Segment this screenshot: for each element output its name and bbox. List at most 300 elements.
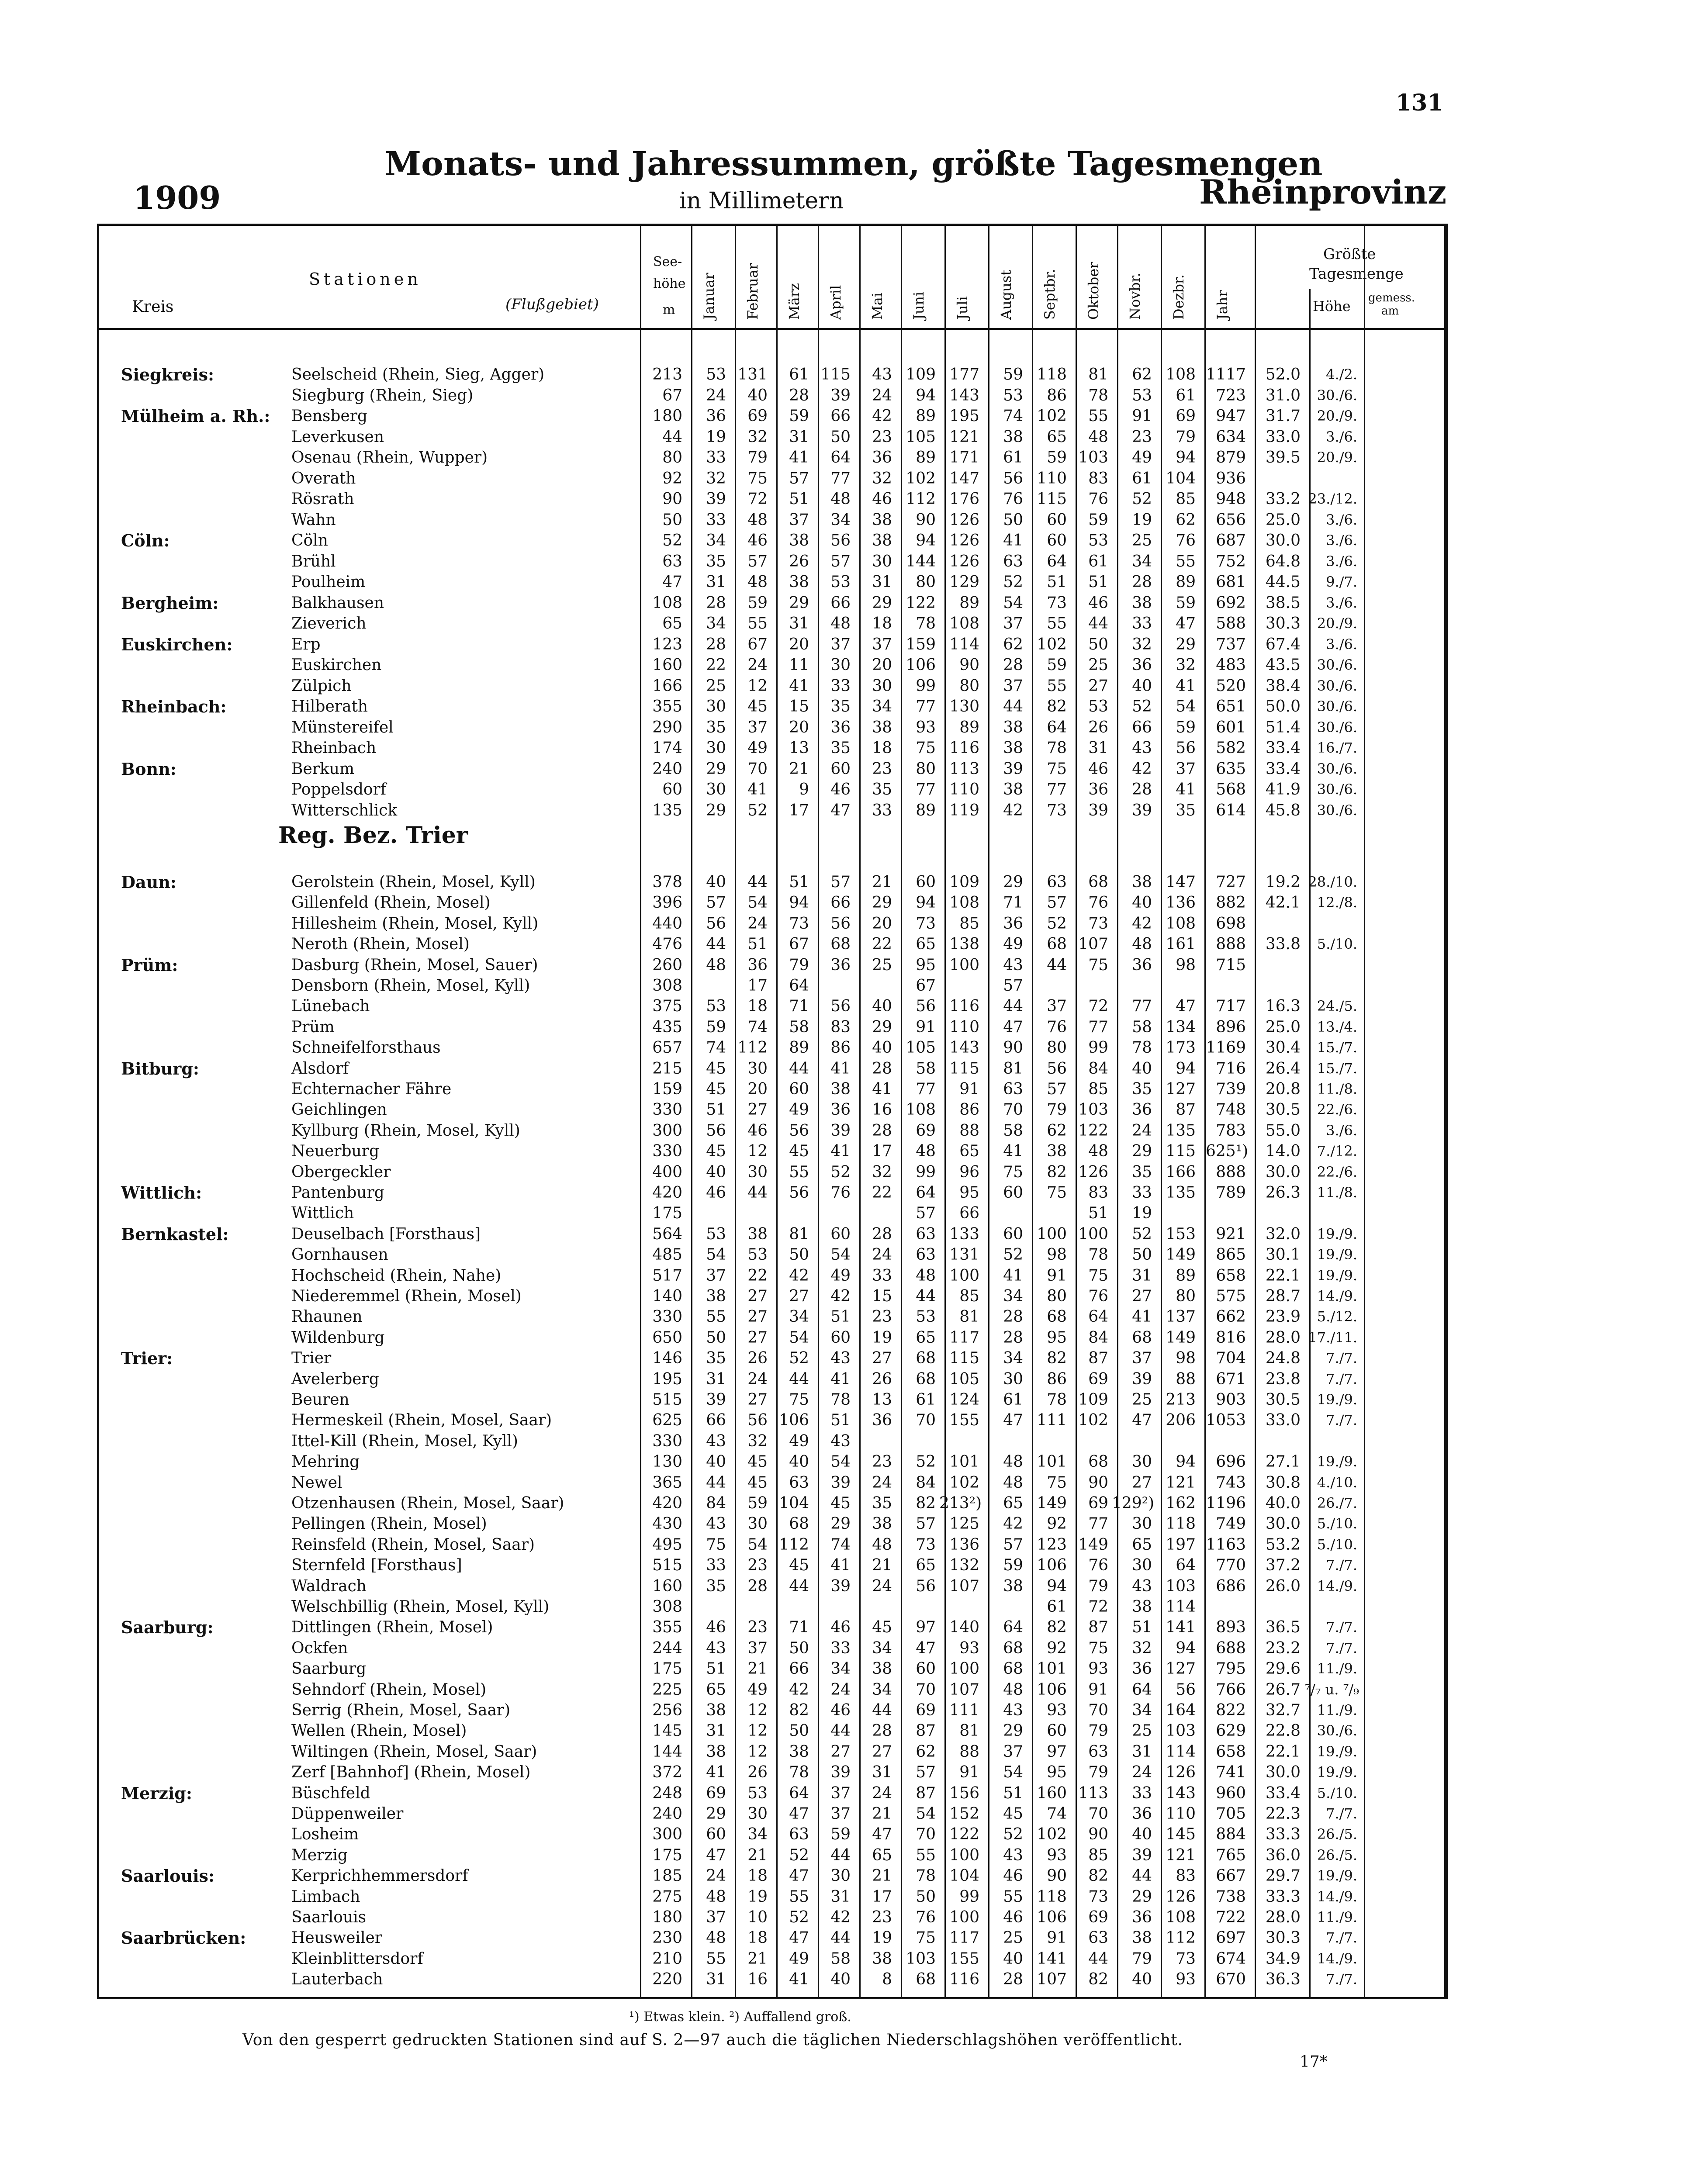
value-cell: 78 [1047,1391,1067,1409]
value-cell: 51 [789,873,809,891]
header-month: Januar [701,273,717,320]
value-cell: 78 [1088,386,1108,404]
value-cell: 101 [1037,1453,1067,1471]
value-cell: 82 [916,1494,936,1512]
value-cell: 24 [706,1867,726,1885]
value-cell: 23 [1132,428,1152,446]
value-cell: 155 [949,1411,979,1430]
value-cell: 739 [1216,1080,1246,1098]
value-cell: 36 [706,407,726,425]
station-name: Wiltingen (Rhein, Mosel, Saar) [291,1742,537,1761]
value-cell: 61 [916,1391,936,1409]
station-name: Sehndorf (Rhein, Mosel) [291,1680,487,1699]
value-cell: 77 [1132,997,1152,1016]
kreis-label: Daun: [121,872,176,892]
station-name: Wildenburg [291,1328,385,1347]
value-cell: 29 [872,1018,892,1036]
value-cell: 91 [916,1018,936,1036]
value-cell: 38 [1003,781,1023,798]
value-cell: 86 [1047,386,1067,404]
station-name: Gillenfeld (Rhein, Mosel) [291,894,491,912]
value-cell: 54 [1003,1763,1023,1782]
value-cell: 171 [949,449,979,467]
value-cell: 59 [1176,718,1196,736]
value-cell: 24 [1132,1121,1152,1140]
value-cell: 45 [1003,1805,1023,1823]
value-cell: 73 [1047,594,1067,612]
value-cell: 48 [916,1142,936,1161]
value-cell: 131 [949,1246,979,1264]
value-cell: 30./6. [1317,719,1357,736]
value-cell: 37 [1047,997,1067,1016]
value-cell: 55 [789,1163,809,1181]
value-cell: 32 [747,1432,768,1450]
table-row [99,676,1444,696]
value-cell: 117 [949,1929,979,1947]
value-cell: 45 [789,1556,809,1575]
value-cell: 66 [830,407,851,425]
value-cell: 41 [789,449,809,467]
table-row [99,489,1444,509]
value-cell: 31 [789,615,809,632]
value-cell: 27 [872,1742,892,1761]
value-cell: 20 [789,718,809,736]
value-cell: 27 [789,1287,809,1305]
station-name: Leverkusen [291,428,384,446]
value-cell: 42 [789,1680,809,1699]
value-cell: 19./9. [1317,1743,1357,1760]
table-row [99,1059,1444,1078]
table-row [99,1266,1444,1286]
value-cell: 30 [747,1059,768,1078]
value-cell: 225 [652,1680,682,1699]
value-cell: 65 [1132,1535,1152,1554]
value-cell: 52 [1003,1825,1023,1844]
value-cell: 52.0 [1265,366,1301,384]
value-cell: 37 [1176,760,1196,778]
value-cell: 88 [959,1742,979,1761]
value-cell: 89 [916,801,936,819]
value-cell: 98 [1047,1246,1067,1264]
value-cell: 77 [1047,781,1067,798]
table-row [99,1493,1444,1513]
value-cell: 34 [872,1680,892,1699]
value-cell: 40 [872,1039,892,1057]
value-cell: 378 [652,873,682,891]
table-row [99,1535,1444,1555]
value-cell: 45 [706,1080,726,1098]
value-cell: 31 [706,573,726,591]
value-cell: 110 [949,781,979,798]
value-cell: 19.2 [1265,873,1301,891]
value-cell: 55 [1003,1887,1023,1906]
station-name: Rhaunen [291,1308,363,1326]
kreis-label: Cöln: [121,531,170,550]
station-name: Poulheim [291,573,366,591]
value-cell: 83 [1088,1184,1108,1202]
value-cell: 25.0 [1265,511,1301,529]
value-cell: 34 [706,615,726,632]
kreis-label: Wittlich: [121,1183,202,1203]
value-cell: 60 [830,1225,851,1243]
station-name: Berkum [291,760,355,778]
value-cell: 888 [1216,935,1246,954]
value-cell: 38 [1132,1929,1152,1947]
header-month: März [786,283,803,320]
station-name: Trier [291,1349,332,1368]
value-cell: 103 [906,1949,936,1968]
value-cell: 47 [872,1825,892,1844]
value-cell: 30.5 [1265,1391,1301,1409]
value-cell: 124 [949,1391,979,1409]
value-cell: 102 [949,1473,979,1492]
value-cell: 43 [1003,1701,1023,1719]
value-cell: 60 [916,873,936,891]
value-cell: 29 [830,1515,851,1533]
value-cell: 57 [747,552,768,570]
value-cell: 145 [652,1722,682,1740]
value-cell: 20.8 [1265,1080,1301,1098]
value-cell: 26./5. [1317,1826,1357,1843]
value-cell: 41 [872,1080,892,1098]
value-cell: 50 [789,1246,809,1264]
value-cell: 91 [1132,407,1152,425]
value-cell: 63 [1047,873,1067,891]
value-cell: 55 [1047,677,1067,695]
value-cell: 960 [1216,1784,1246,1802]
value-cell: 94 [1047,1577,1067,1595]
value-cell: 43 [1132,1577,1152,1595]
value-cell: 3./6. [1326,428,1357,445]
value-cell: 66 [830,594,851,612]
value-cell: 79 [1047,1101,1067,1119]
value-cell: 722 [1216,1908,1246,1926]
station-name: Avelerberg [291,1370,379,1388]
value-cell: 70 [916,1680,936,1699]
header-month: Juli [954,296,971,320]
value-cell: 716 [1216,1059,1246,1078]
value-cell: 126 [1166,1887,1196,1906]
value-cell: 23 [872,760,892,778]
value-cell: 36 [1088,781,1108,798]
value-cell: 72 [1088,1598,1108,1616]
value-cell: 53 [706,997,726,1016]
value-cell: 42 [1132,760,1152,778]
table-row [99,635,1444,654]
station-name: Saarlouis [291,1908,367,1926]
value-cell: 44 [830,1929,851,1947]
value-cell: 29.7 [1265,1867,1301,1885]
value-cell: 88 [959,1121,979,1140]
value-cell: 31 [872,573,892,591]
value-cell: 39 [1003,760,1023,778]
value-cell: 21 [872,1805,892,1823]
value-cell: 55 [916,1846,936,1864]
value-cell: 47 [916,1639,936,1657]
table-row [99,510,1444,530]
value-cell: 25 [1003,1929,1023,1947]
value-cell: 46 [830,781,851,798]
value-cell: 22 [872,1184,892,1202]
value-cell: 56 [789,1184,809,1202]
value-cell: 662 [1216,1308,1246,1326]
station-name: Deuselbach [Forsthaus] [291,1225,481,1243]
value-cell: 62 [1132,366,1152,384]
value-cell: 47 [789,1805,809,1823]
value-cell: 69 [1088,1494,1108,1512]
value-cell: 57 [1003,977,1023,995]
value-cell: 822 [1216,1701,1246,1719]
value-cell: 17 [872,1887,892,1906]
table-row [99,872,1444,892]
value-cell: 39 [830,1577,851,1595]
station-name: Niederemmel (Rhein, Mosel) [291,1287,522,1305]
value-cell: 698 [1216,914,1246,933]
value-cell: 141 [1037,1949,1067,1968]
value-cell: 62 [1176,511,1196,529]
value-cell: 9 [799,781,809,798]
value-cell: 51 [1003,1784,1023,1802]
value-cell: 78 [1132,1039,1152,1057]
value-cell: 36 [872,449,892,467]
value-cell: 87 [1176,1101,1196,1119]
station-name: Schneifelforsthaus [291,1039,441,1057]
value-cell: 103 [1078,1101,1108,1119]
value-cell: 52 [1132,1225,1152,1243]
value-cell: 30.3 [1265,1929,1301,1947]
sheet-mark: 17* [1300,2053,1328,2071]
value-cell: 85 [1088,1080,1108,1098]
value-cell: 176 [949,490,979,508]
table-row [99,1845,1444,1865]
table-row [99,1514,1444,1534]
value-cell: 40 [706,1163,726,1181]
value-cell: 64 [1047,718,1067,736]
value-cell: 53 [916,1308,936,1326]
value-cell: 185 [652,1867,682,1885]
value-cell: 865 [1216,1246,1246,1264]
value-cell: 75 [1047,1184,1067,1202]
value-cell: 39 [830,386,851,404]
value-cell: 58 [789,1018,809,1036]
station-name: Dittlingen (Rhein, Mosel) [291,1618,493,1637]
value-cell: ⁷/₇ u. ⁷/₉ [1305,1681,1359,1698]
value-cell: 49 [789,1432,809,1450]
value-cell: 290 [652,718,682,736]
value-cell: 568 [1216,781,1246,798]
value-cell: 20./9. [1317,408,1357,424]
value-cell: 65 [916,1556,936,1575]
value-cell: 32.0 [1265,1225,1301,1243]
value-cell: 37 [872,635,892,653]
value-cell: 30 [872,677,892,695]
value-cell: 28 [706,635,726,653]
value-cell: 658 [1216,1742,1246,1761]
value-cell: 149 [1078,1535,1108,1554]
value-cell: 12./8. [1317,894,1357,911]
value-cell: 77 [916,698,936,715]
value-cell: 33.3 [1265,1887,1301,1906]
value-cell: 53 [1132,386,1152,404]
station-name: Lünebach [291,997,370,1016]
value-cell: 32 [1176,656,1196,674]
value-cell: 117 [949,1328,979,1347]
value-cell: 34 [1132,1701,1152,1719]
station-name: Overath [291,469,356,487]
value-cell: 93 [1176,1970,1196,1989]
value-cell: 114 [949,635,979,653]
value-cell: 45 [830,1494,851,1512]
value-cell: 44 [789,1370,809,1388]
value-cell: 95 [1047,1328,1067,1347]
value-cell: 71 [1003,894,1023,912]
table-row [99,1949,1444,1969]
table-row [99,1783,1444,1803]
footnotes: ¹) Etwas klein. ²) Auffallend groß. [629,2009,851,2025]
value-cell: 58 [916,1059,936,1078]
value-cell: 63 [1088,1742,1108,1761]
value-cell: 37 [830,1805,851,1823]
station-name: Densborn (Rhein, Mosel, Kyll) [291,977,530,995]
value-cell: 28 [789,386,809,404]
value-cell: 7./7. [1326,1619,1357,1636]
value-cell: 27 [747,1328,768,1347]
value-cell: 7./7. [1326,1370,1357,1387]
value-cell: 100 [1037,1225,1067,1243]
value-cell: 220 [652,1970,682,1989]
table-row [99,1700,1444,1720]
value-cell: 33 [872,1266,892,1285]
precipitation-table [97,224,1448,1999]
value-cell: 33.0 [1265,428,1301,446]
value-cell: 75 [916,739,936,757]
value-cell: 44 [830,1722,851,1740]
value-cell: 38 [872,1949,892,1968]
value-cell: 38.4 [1265,677,1301,695]
table-row [99,1410,1444,1430]
value-cell: 24 [747,1370,768,1388]
value-cell: 90 [1047,1867,1067,1885]
value-cell: 114 [1166,1742,1196,1761]
value-cell: 69 [916,1701,936,1719]
station-name: Wittlich [291,1204,354,1223]
value-cell: 11./8. [1317,1081,1357,1097]
value-cell: 26./5. [1317,1846,1357,1863]
value-cell: 108 [652,594,682,612]
station-name: Gerolstein (Rhein, Mosel, Kyll) [291,873,536,891]
value-cell: 30./6. [1317,677,1357,694]
value-cell: 30.8 [1265,1473,1301,1492]
value-cell: 32 [1132,635,1152,653]
station-name: Euskirchen [291,656,382,674]
value-cell: 80 [1047,1287,1067,1305]
header-month: Februar [744,263,761,320]
header-seehoehe-3: m [663,302,675,318]
value-cell: 47 [1003,1018,1023,1036]
value-cell: 948 [1216,490,1246,508]
value-cell: 55 [1047,615,1067,632]
value-cell: 80 [916,573,936,591]
value-cell: 121 [949,428,979,446]
value-cell: 41 [830,1059,851,1078]
value-cell: 108 [1166,1908,1196,1926]
value-cell: 26 [747,1763,768,1782]
value-cell: 112 [737,1039,768,1057]
value-cell: 50 [1088,635,1108,653]
value-cell: 70 [916,1825,936,1844]
value-cell: 47 [789,1929,809,1947]
value-cell: 24 [872,1473,892,1492]
value-cell: 79 [1132,1949,1152,1968]
value-cell: 766 [1216,1680,1246,1699]
value-cell: 161 [1166,935,1196,954]
value-cell: 68 [1047,1308,1067,1326]
value-cell: 23 [747,1618,768,1637]
station-name: Losheim [291,1825,359,1844]
value-cell: 64 [789,977,809,995]
value-cell: 53 [830,573,851,591]
value-cell: 112 [906,490,936,508]
value-cell: 73 [1088,1887,1108,1906]
value-cell: 70 [1003,1101,1023,1119]
value-cell: 159 [906,635,936,653]
value-cell: 44 [1003,997,1023,1016]
value-cell: 81 [959,1308,979,1326]
value-cell: 38 [789,532,809,549]
value-cell: 42 [1132,914,1152,933]
value-cell: 39 [830,1121,851,1140]
value-cell: 651 [1216,698,1246,715]
value-cell: 308 [652,1598,682,1616]
value-cell: 896 [1216,1018,1246,1036]
value-cell: 100 [949,1908,979,1926]
value-cell: 90 [916,511,936,529]
value-cell: 30 [747,1805,768,1823]
value-cell: 515 [652,1556,682,1575]
value-cell: 28 [1003,1328,1023,1347]
value-cell: 63 [789,1825,809,1844]
value-cell: 66 [1132,718,1152,736]
value-cell: 300 [652,1825,682,1844]
value-cell: 104 [949,1867,979,1885]
value-cell: 51 [706,1101,726,1119]
value-cell: 52 [789,1349,809,1368]
value-cell: 13./4. [1317,1018,1357,1035]
value-cell: 19./9. [1317,1867,1357,1884]
value-cell: 688 [1216,1639,1246,1657]
value-cell: 23 [747,1556,768,1575]
value-cell: 44 [1132,1867,1152,1885]
value-cell: 30.4 [1265,1039,1301,1057]
value-cell: 36.5 [1265,1618,1301,1637]
value-cell: 48 [1088,428,1108,446]
value-cell: 36 [1003,914,1023,933]
table-row [99,914,1444,933]
value-cell: 42 [872,407,892,425]
table-row [99,1245,1444,1265]
value-cell: 115 [1166,1142,1196,1161]
station-name: Kerprichhemmersdorf [291,1867,468,1885]
value-cell: 111 [1037,1411,1067,1430]
value-cell: 28.0 [1265,1328,1301,1347]
value-cell: 87 [916,1784,936,1802]
value-cell: 36 [1132,956,1152,974]
kreis-label: Bonn: [121,759,176,779]
value-cell: 1163 [1206,1535,1246,1554]
value-cell: 33 [1132,1184,1152,1202]
table-row [99,1121,1444,1140]
station-name: Hilberath [291,698,368,715]
